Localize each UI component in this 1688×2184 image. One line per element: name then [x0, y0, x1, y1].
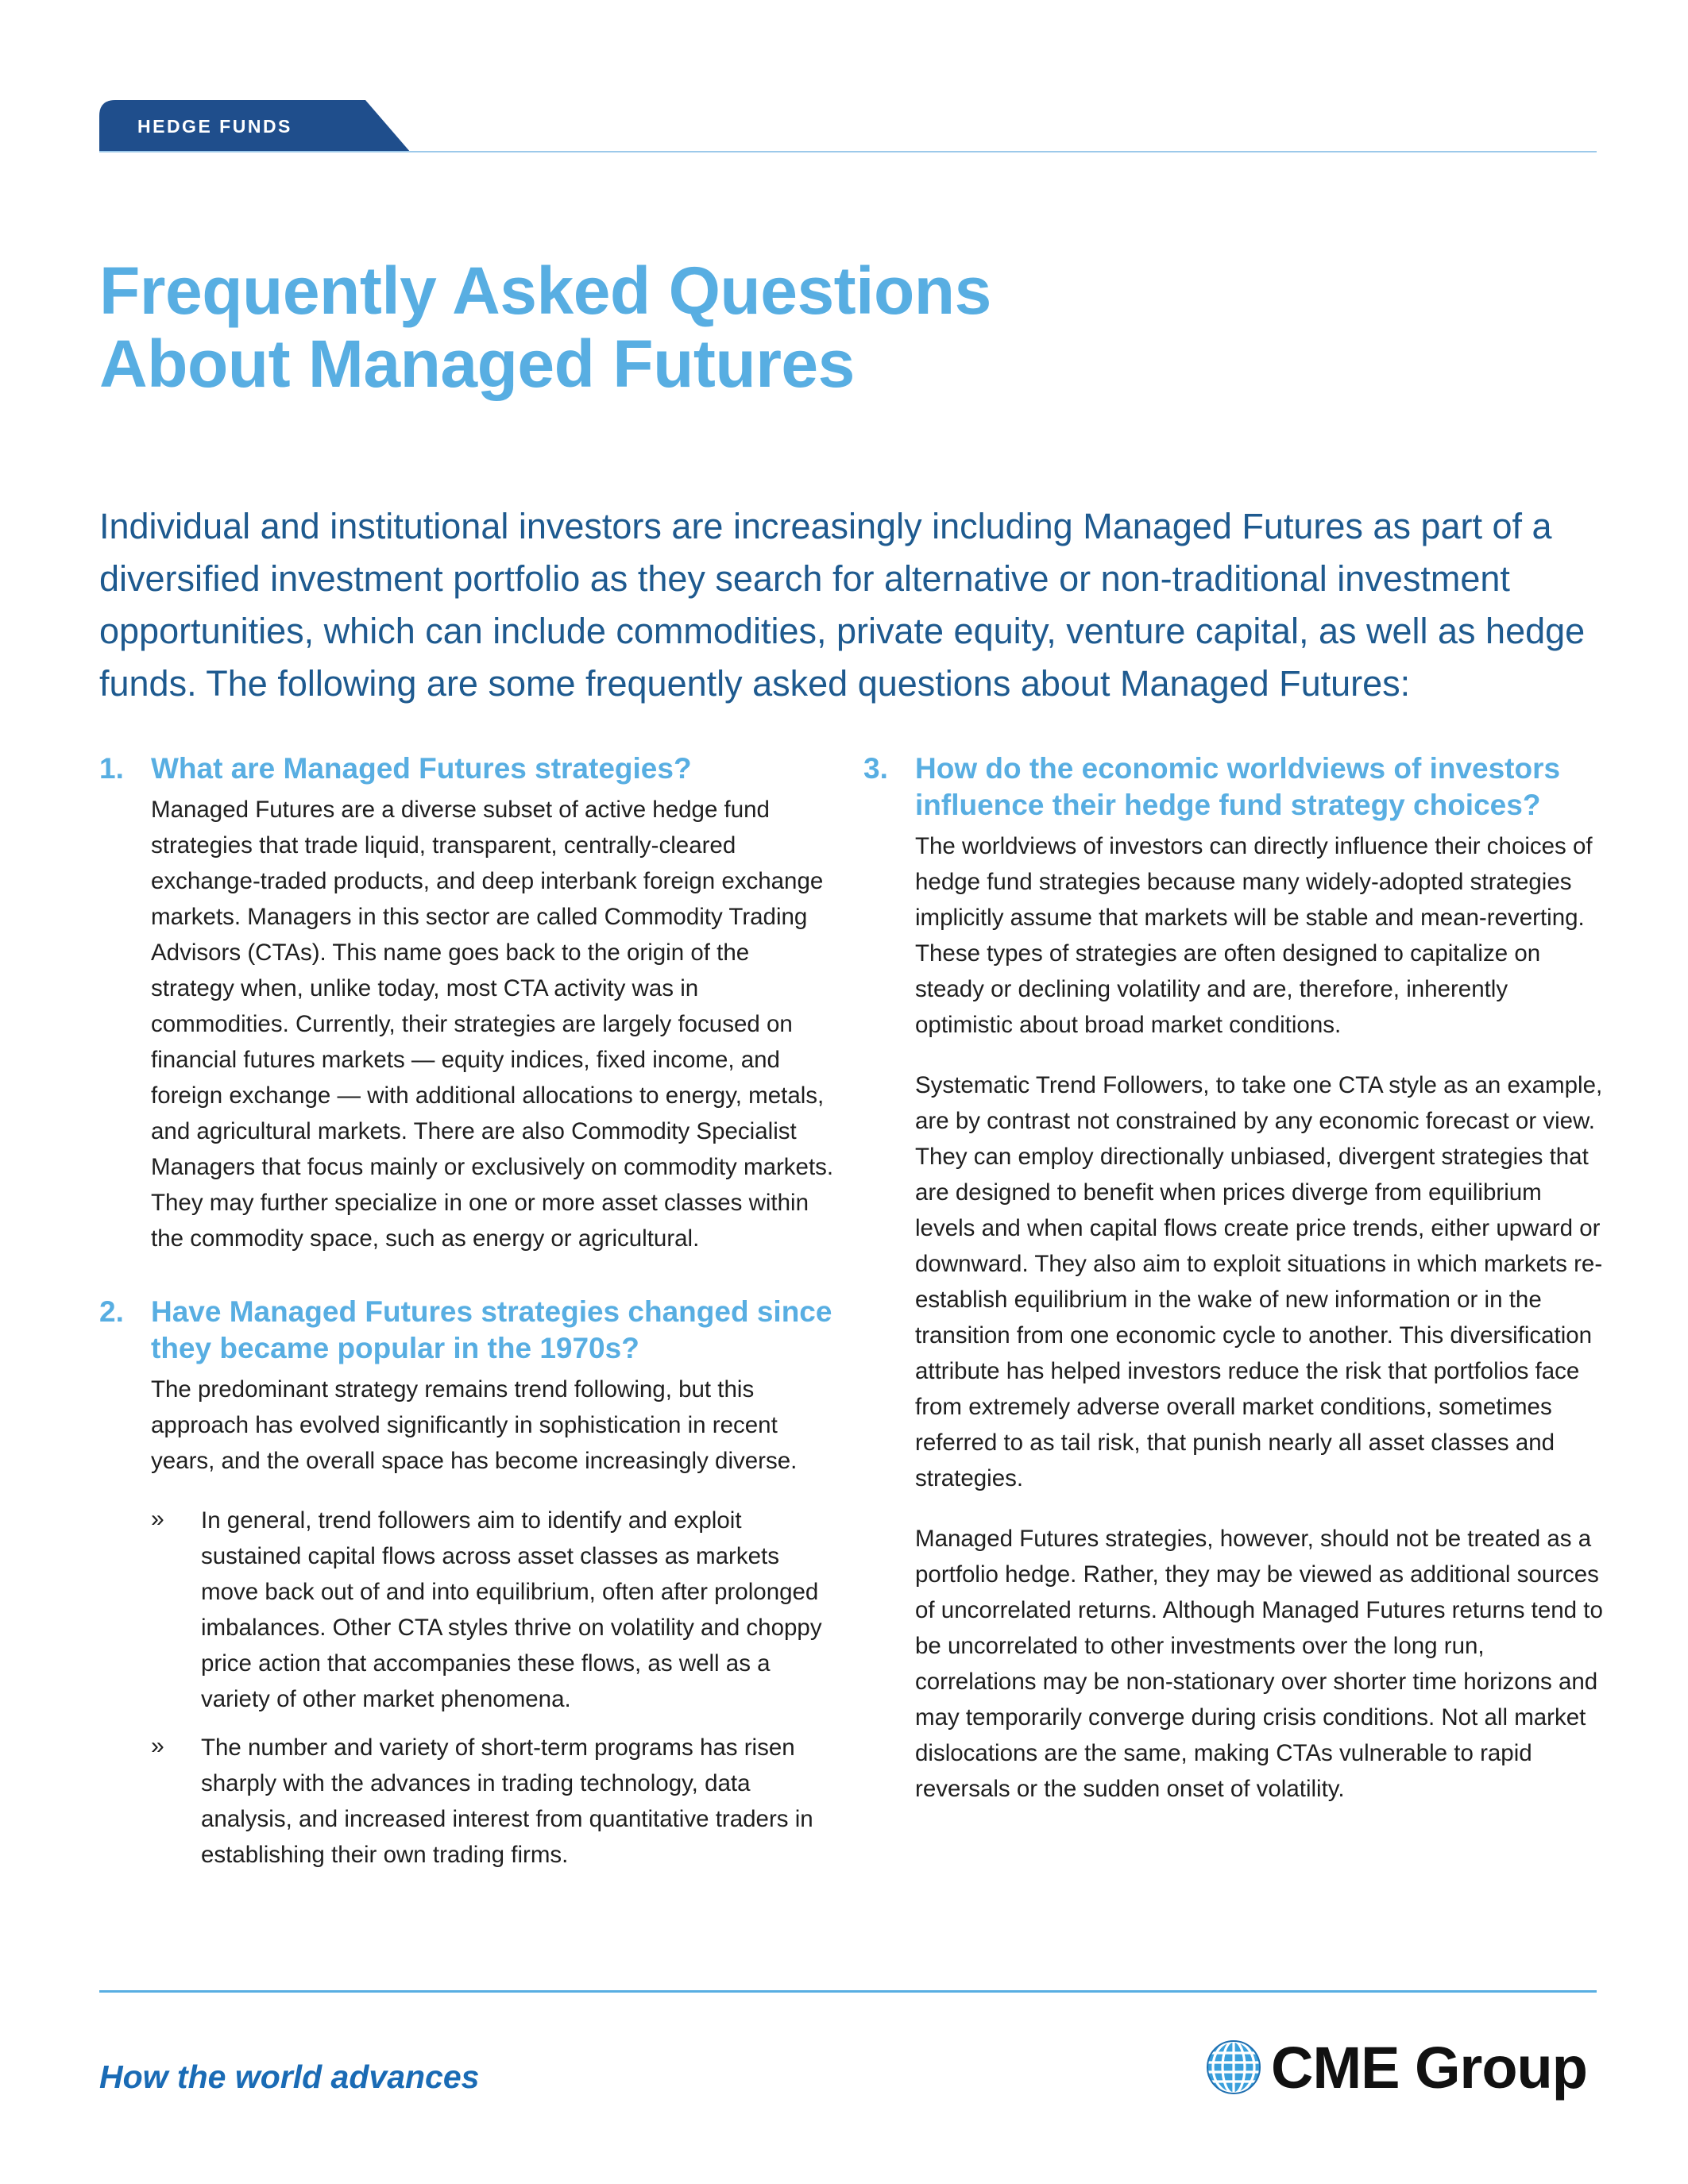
left-column [99, 751, 838, 1873]
question-1 [99, 751, 838, 1256]
question-answer [151, 1372, 838, 1479]
question-number: 3. [863, 752, 888, 785]
globe-icon [1206, 2039, 1261, 2095]
intro-paragraph: Individual and institutional investors are increasingly including Managed Futures as part of a diversified investment portfolio as they search for alternative or non-traditional investment opportunities, which can include commodities, private equity, venture capital, as well as hedge funds. The following are some frequently asked questions about Managed Futures: [99, 506, 1586, 704]
question-answer [151, 792, 838, 1256]
cme-group-logo [1206, 2035, 1603, 2101]
right-column [863, 751, 1606, 1807]
answer-paragraph: The predominant strategy remains trend following, but this approach has evolved significantly in sophistication in recent years, and the overall space has become increasingly diverse. [151, 1376, 798, 1474]
section-tab-label: HEDGE FUNDS [137, 116, 292, 137]
question-3 [863, 751, 1606, 1807]
footer-tagline: How the world advances [99, 2059, 480, 2095]
answer-paragraph: Systematic Trend Followers, to take one CTA style as an example, are by contrast not constrained by any economic forecast or view. They can employ directionally unbiased, divergent strategies that are designed to benefit when prices diverge from equilibrium levels and when capital flows create price trends, either upward or downward. They also aim to exploit situations in which markets re-establish equilibrium in the wake of new information or in the transition from one economic cycle to another. This diversification attribute has helped investors reduce the risk that portfolios face from extremely adverse overall market conditions, sometimes referred to as tail risk, that punish nearly all asset classes and strategies. [915, 1072, 1603, 1491]
question-number: 2. [99, 1295, 124, 1328]
bullet-chevron-icon: » [151, 1506, 164, 1532]
footer-rule [99, 1990, 1597, 1993]
answer-paragraph: Managed Futures are a diverse subset of active hedge fund strategies that trade liquid, transparent, centrally-cleared exchange-traded products, and deep interbank foreign exchange markets. Managers in this sector are called Commodity Trading Advisors (CTAs). This name goes back to the origin of the strategy when, unlike today, most CTA activity was in commodities. Currently, their strategies are largely focused on financial futures markets — equity indices, fixed income, and foreign exchange — with additional allocations to energy, metals, and agricultural markets. There are also Commodity Specialist Managers that focus mainly or exclusively on commodity markets. They may further specialize in one or more asset classes within the commodity space, such as energy or agricultural. [151, 797, 834, 1252]
page-title [99, 254, 1291, 400]
page-title-line2: About Managed Futures [99, 326, 855, 401]
answer-paragraph: The worldviews of investors can directly influence their choices of hedge fund strategies because many widely-adopted strategies implicitly assume that markets will be stable and mean-reverting. These types of strategies are often designed to capitalize on steady or declining volatility and are, therefore, inherently optimistic about broad market conditions. [915, 833, 1593, 1038]
bullet-chevron-icon: » [151, 1733, 164, 1759]
bullet-item [151, 1503, 838, 1717]
bullet-list [151, 1503, 838, 1873]
answer-paragraph: Managed Futures strategies, however, should not be treated as a portfolio hedge. Rather, they may be viewed as additional sources of uncorrelated returns. Although Managed Futures returns tend to be uncorrelated to other investments over the long run, correlations may be non-stationary over shorter time horizons and may temporarily converge during crisis conditions. Not all market dislocations are the same, making CTAs vulnerable to rapid reversals or the sudden onset of volatility. [915, 1526, 1603, 1802]
question-title: Have Managed Futures strategies changed since they became popular in the 1970s? [151, 1295, 832, 1364]
question-number: 1. [99, 752, 124, 785]
section-header [99, 100, 1597, 152]
header-rule [99, 151, 1597, 152]
bullet-item [151, 1730, 838, 1873]
bullet-text: In general, trend followers aim to identify and exploit sustained capital flows across asset classes as markets move back out of and into equilibrium, often after prolonged imbalances. Other CTA styles thrive on volatility and choppy price action that accompanies these flows, as well as a variety of other market phenomena. [201, 1507, 822, 1712]
question-answer [915, 828, 1606, 1807]
logo-wordmark: CME Group [1271, 2035, 1587, 2101]
bullet-text: The number and variety of short-term programs has risen sharply with the advances in trading technology, data analysis, and increased interest from quantitative traders in establishing their own trading firms. [201, 1734, 813, 1868]
question-title: What are Managed Futures strategies? [151, 752, 692, 785]
question-2 [99, 1294, 838, 1873]
question-title: How do the economic worldviews of investors influence their hedge fund strategy choices? [915, 752, 1561, 821]
page-title-line1: Frequently Asked Questions [99, 253, 991, 328]
